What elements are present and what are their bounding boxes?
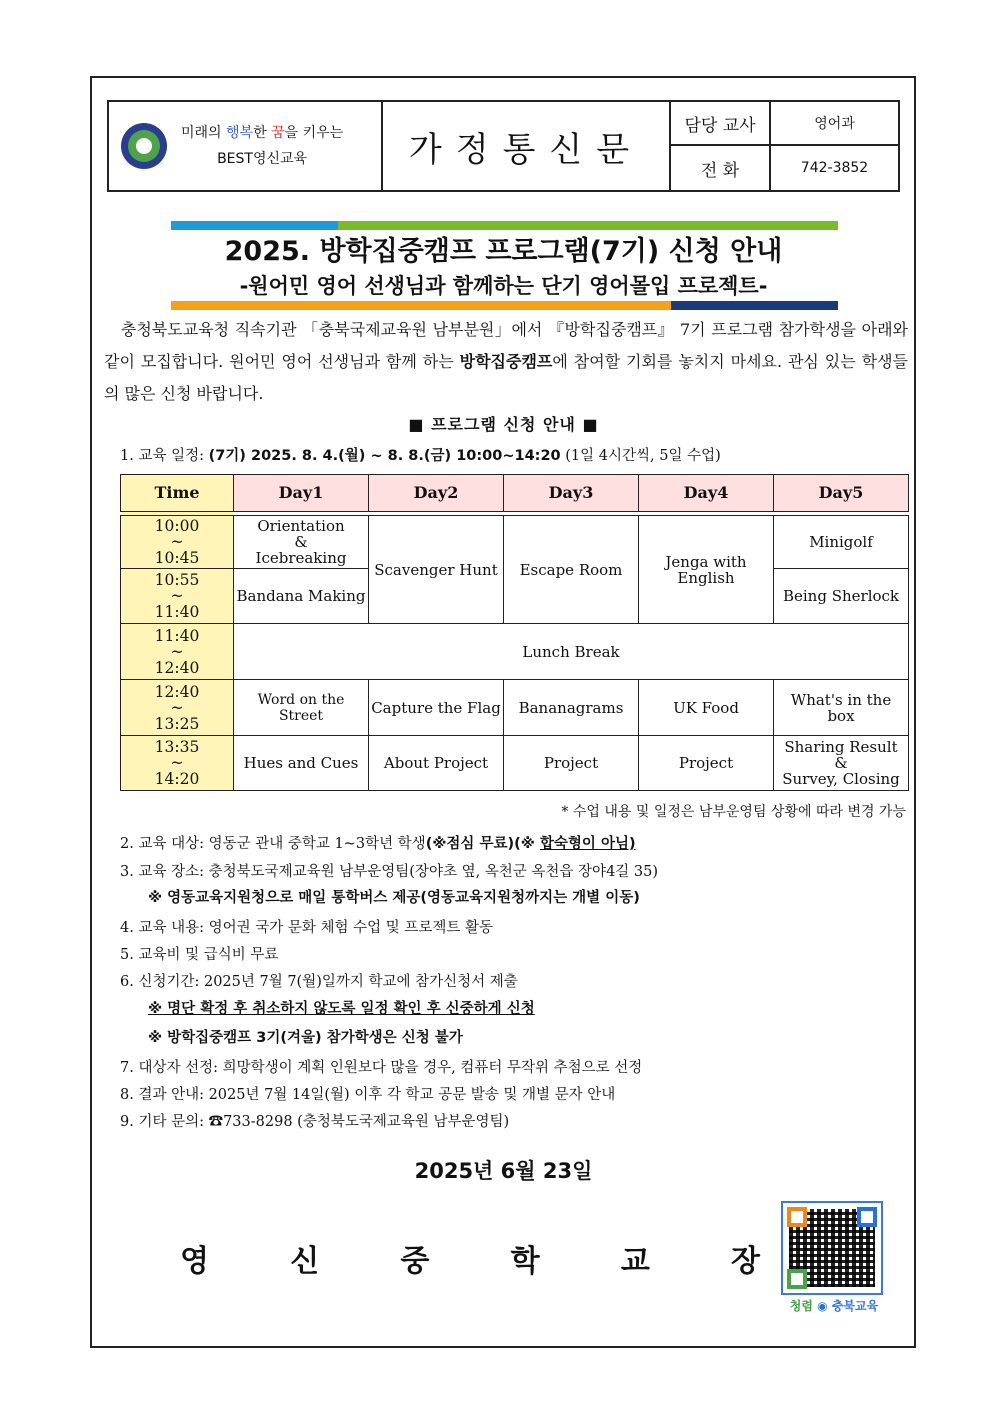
item-text: (1일 4시간씩, 5일 수업) [560,448,721,464]
motto-text: 을 키우는 [284,125,344,141]
header-day4: Day4 [639,475,774,512]
item-8: 8. 결과 안내: 2025년 7월 14일(월) 이후 각 학교 공문 발송 및 개별 문자 안내 [120,1087,616,1103]
intro-text: 에 참여할 기회를 놓치지 마세요. 관심 있는 학생들의 많은 신청 바랍니다. [104,352,908,403]
cell-uk-food: UK Food [639,680,774,736]
motto-line2: BEST영신교육 [217,151,308,167]
table-row [121,680,909,736]
sub-title: -원어민 영어 선생님과 함께하는 단기 영어몰입 프로젝트- [239,274,768,298]
cell-lunch-break: Lunch Break [234,624,909,680]
qr-caption-b: 충북교육 [831,1299,879,1313]
cell-scavenger-hunt: Scavenger Hunt [369,516,504,624]
item-text: 2. 교육 대상: 영동군 관내 중학교 1~3학년 학생 [120,836,426,852]
item-underline: 합숙형이 아님) [539,836,636,852]
item-2 [120,832,636,853]
signature-char: 학 [510,1244,540,1279]
signature-char: 중 [400,1244,430,1279]
motto-text: 한 [253,125,272,141]
time-cell: 10:55 ~ 11:40 [121,569,234,624]
main-title: 2025. 방학집중캠프 프로그램(7기) 신청 안내 [224,236,783,267]
table-row [121,736,909,791]
signature-char: 신 [290,1244,320,1279]
cell-sherlock: Being Sherlock [774,569,909,624]
signature-char: 교 [620,1244,650,1279]
cell-minigolf: Minigolf [774,516,909,569]
time-cell: 11:40 ~ 12:40 [121,624,234,680]
item-1 [120,444,721,465]
motto-text: 미래의 [181,125,227,141]
section-title: ■ 프로그램 신청 안내 ■ [408,415,599,434]
school-brand [109,102,383,190]
newsletter-header [107,100,900,192]
header-day5: Day5 [774,475,909,512]
header-time: Time [121,475,234,512]
schedule-note: * 수업 내용 및 일정은 남부운영팀 상황에 따라 변경 가능 [561,804,906,820]
cell-sharing-result: Sharing Result & Survey, Closing [774,736,909,791]
newsletter-title: 가정통신문 [383,102,671,190]
cell-whats-box: What's in the box [774,680,909,736]
phone-value: 742-3852 [800,160,869,176]
item-9: 9. 기타 문의: ☎733-8298 (충청북도국제교육원 남부운영팀) [120,1114,510,1130]
cell-project: Project [504,736,639,791]
teacher-value: 영어과 [771,102,898,146]
intro-text: 충청북도교육청 직속기관 「충북국제교육원 남부분원」에서 『방학집중캠프』 7기 프로그램 참가학생을 아래와 같이 모집합니다. 원어민 영어 선생님과 함께 하는 [104,320,908,371]
cell-jenga: Jenga with English [639,516,774,624]
time-cell: 10:00 ~ 10:45 [121,516,234,569]
time-cell: 12:40 ~ 13:25 [121,680,234,736]
signature-char: 장 [731,1244,760,1279]
cell-orientation: Orientation & Icebreaking [234,516,369,569]
signature-char: 영 [180,1244,209,1279]
intro-bold: 방학집중캠프 [459,352,553,371]
table-header-row [121,475,909,512]
contact-info [671,102,898,190]
phone-label: 전 화 [671,146,771,190]
item-6-note-1: ※ 명단 확정 후 취소하지 않도록 일정 확인 후 신중하게 신청 [148,1001,535,1017]
item-text: 1. 교육 일정: [120,448,209,464]
cell-hues-cues: Hues and Cues [234,736,369,791]
header-day1: Day1 [234,475,369,512]
cell-about-project: About Project [369,736,504,791]
qr-caption: 청렴 ◉ 충북교육 [789,1299,879,1313]
qr-code-icon[interactable] [781,1201,883,1295]
item-bold: (7기) 2025. 8. 4.(월) ~ 8. 8.(금) 10:00~14:20 [208,448,561,464]
teacher-label: 담당 교사 [671,102,771,146]
item-6: 6. 신청기간: 2025년 7월 7(월)일까지 학교에 참가신청서 제출 [120,974,518,990]
cell-escape-room: Escape Room [504,516,639,624]
cell-project: Project [639,736,774,791]
item-7: 7. 대상자 선정: 희망학생이 계획 인원보다 많을 경우, 컴퓨터 무작위 추첨으로 선정 [120,1060,643,1076]
intro-paragraph [104,314,908,410]
item-3-note: ※ 영동교육지원청으로 매일 통학버스 제공(영동교육지원청까지는 개별 이동) [148,890,640,906]
cell-capture-flag: Capture the Flag [369,680,504,736]
header-day3: Day3 [504,475,639,512]
subtitle-bar-orange [171,301,671,310]
motto-dream: 꿈 [271,125,285,141]
item-3: 3. 교육 장소: 충청북도국제교육원 남부운영팀(장야초 옆, 옥천군 옥천읍 장야4길 35) [120,864,659,880]
school-logo-icon [121,123,167,169]
item-4: 4. 교육 내용: 영어권 국가 문화 체험 수업 및 프로젝트 활동 [120,920,493,936]
principal-signature [180,1236,760,1280]
cell-bananagrams: Bananagrams [504,680,639,736]
issue-date: 2025년 6월 23일 [414,1159,593,1183]
item-6-note-2: ※ 방학집중캠프 3기(겨울) 참가학생은 신청 불가 [148,1030,463,1046]
school-motto [181,120,343,172]
cell-word-street: Word on the Street [234,680,369,736]
subtitle-bar-navy [671,301,838,310]
cell-bandana: Bandana Making [234,569,369,624]
item-5: 5. 교육비 및 급식비 무료 [120,947,279,963]
item-bold: (※점심 무료)(※ [425,836,540,852]
qr-caption-a: 청렴 [789,1299,813,1313]
time-cell: 13:35 ~ 14:20 [121,736,234,791]
schedule-table [120,474,909,791]
motto-happiness: 행복 [226,125,254,141]
table-row [121,624,909,680]
table-row [121,516,909,569]
header-day2: Day2 [369,475,504,512]
